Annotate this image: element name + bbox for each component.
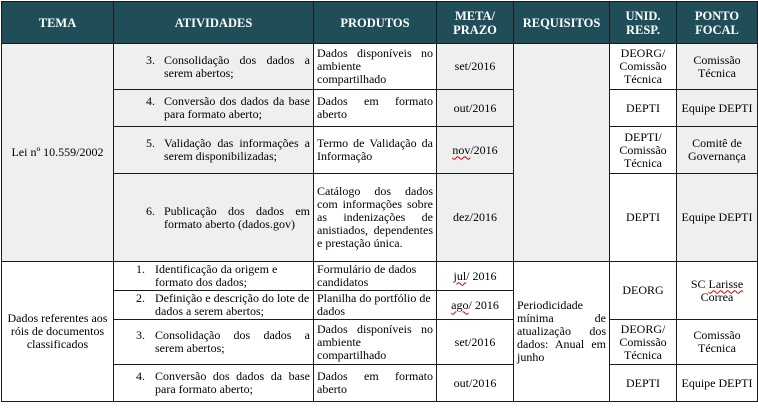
responsible-unit-cell: DEPTI	[610, 174, 677, 262]
header-meta-prazo: META/ PRAZO	[437, 2, 514, 44]
table-row	[2, 365, 758, 402]
deadline-cell: set/2016	[437, 320, 514, 365]
activity-text: Conversão dos dados da base para formato aberto;	[164, 94, 310, 121]
product-cell: Planilha do portfólio de dados	[314, 291, 437, 320]
requirements-cell	[514, 44, 610, 262]
activity-cell	[114, 44, 314, 90]
activity-cell	[114, 127, 314, 174]
activity-cell	[114, 365, 314, 402]
activity-number: 6.	[146, 203, 155, 218]
responsible-unit-cell: DEORG/ Comissão Técnica	[610, 44, 677, 90]
activity-cell	[114, 174, 314, 262]
responsible-unit-cell: DEPTI	[610, 90, 677, 127]
deadline-cell: out/2016	[437, 365, 514, 402]
activity-text: Definição e descrição do lote de dados a serem abertos;	[155, 291, 310, 318]
activity-text: Consolidação dos dados a serem abertos;	[164, 52, 310, 80]
deadline-cell: set/2016	[437, 44, 514, 90]
header-atividades: ATIVIDADES	[114, 2, 314, 44]
activity-text: Consolidação dos dados a serem abertos;	[155, 328, 310, 355]
focal-point-cell: Equipe DEPTI	[677, 90, 758, 127]
activity-text: Conversão dos dados da base para formato aberto;	[155, 369, 310, 396]
focal-point-cell	[677, 262, 758, 320]
focal-point-cell: Equipe DEPTI	[677, 174, 758, 262]
header-tema: TEMA	[2, 2, 114, 44]
tema-cell: Dados referentes aos róis de documentos classificados	[2, 262, 114, 402]
table-row	[2, 174, 758, 262]
activity-cell	[114, 291, 314, 320]
deadline-cell	[437, 127, 514, 174]
spell-marked-text: jul	[453, 268, 467, 283]
activity-text: Identificação da origem e formato dos dados;	[155, 262, 278, 289]
tema-cell: Lei nº 10.559/2002	[2, 44, 114, 262]
product-cell: Formulário de dados candidatos	[314, 262, 437, 291]
deadline-cell	[437, 262, 514, 291]
focal-point-suffix: Correa	[700, 289, 734, 304]
header-row	[2, 2, 758, 44]
activity-number: 4.	[146, 94, 155, 108]
focal-point-cell: Comissão Técnica	[677, 44, 758, 90]
spell-marked-text: nov	[452, 142, 471, 157]
deadline-cell: out/2016	[437, 90, 514, 127]
table-row	[2, 320, 758, 365]
product-cell: Catálogo dos dados com informações sobre as indenizações de anistiados, dependentes e prestação única.	[314, 174, 437, 262]
header-ponto-focal: PONTO FOCAL	[677, 2, 758, 44]
deadline-year: / 2016	[466, 268, 497, 283]
activity-number: 3.	[136, 328, 145, 342]
activity-number: 3.	[146, 52, 155, 67]
focal-point-cell: Comissão Técnica	[677, 320, 758, 365]
responsible-unit-cell: DEPTI	[610, 365, 677, 402]
product-cell: Dados disponíveis no ambiente compartilhado	[314, 44, 437, 90]
table-row	[2, 127, 758, 174]
activity-cell	[114, 262, 314, 291]
table-row	[2, 90, 758, 127]
responsible-unit-cell: DEPTI/ Comissão Técnica	[610, 127, 677, 174]
product-cell: Termo de Validação da Informação	[314, 127, 437, 174]
product-cell: Dados em formato aberto	[314, 90, 437, 127]
responsible-unit-cell: DEORG	[610, 262, 677, 320]
product-cell: Dados disponíveis no ambiente compartilhado	[314, 320, 437, 365]
table-row	[2, 44, 758, 90]
activity-number: 1.	[136, 262, 145, 276]
deadline-cell	[437, 291, 514, 320]
activity-cell	[114, 320, 314, 365]
focal-point-cell: Comitê de Governança	[677, 127, 758, 174]
header-produtos: PRODUTOS	[314, 2, 437, 44]
responsible-unit-cell: DEORG/ Comissão Técnica	[610, 320, 677, 365]
focal-point-cell: Equipe DEPTI	[677, 365, 758, 402]
activity-text: Publicação dos dados em formato aberto (dados.gov)	[164, 203, 310, 231]
activity-number: 2.	[136, 291, 145, 305]
product-cell: Dados em formato aberto	[314, 365, 437, 402]
activity-cell	[114, 90, 314, 127]
action-plan-table	[1, 1, 758, 402]
spell-marked-text: Larisse	[708, 276, 744, 291]
deadline-cell: dez/2016	[437, 174, 514, 262]
deadline-year: / 2016	[468, 297, 499, 312]
table-row	[2, 262, 758, 291]
header-requisitos: REQUISITOS	[514, 2, 610, 44]
focal-point-prefix: SC	[690, 276, 709, 291]
requirements-cell: Periodicidade mínima de atualização dos dados: Anual em junho	[514, 262, 610, 402]
activity-text: Validação das informações a serem disponibilizadas;	[164, 136, 310, 163]
deadline-year: /2016	[470, 142, 498, 157]
header-unid-resp: UNID. RESP.	[610, 2, 677, 44]
activity-number: 5.	[146, 136, 155, 150]
spell-marked-text: ago	[451, 297, 469, 312]
activity-number: 4.	[136, 369, 145, 383]
